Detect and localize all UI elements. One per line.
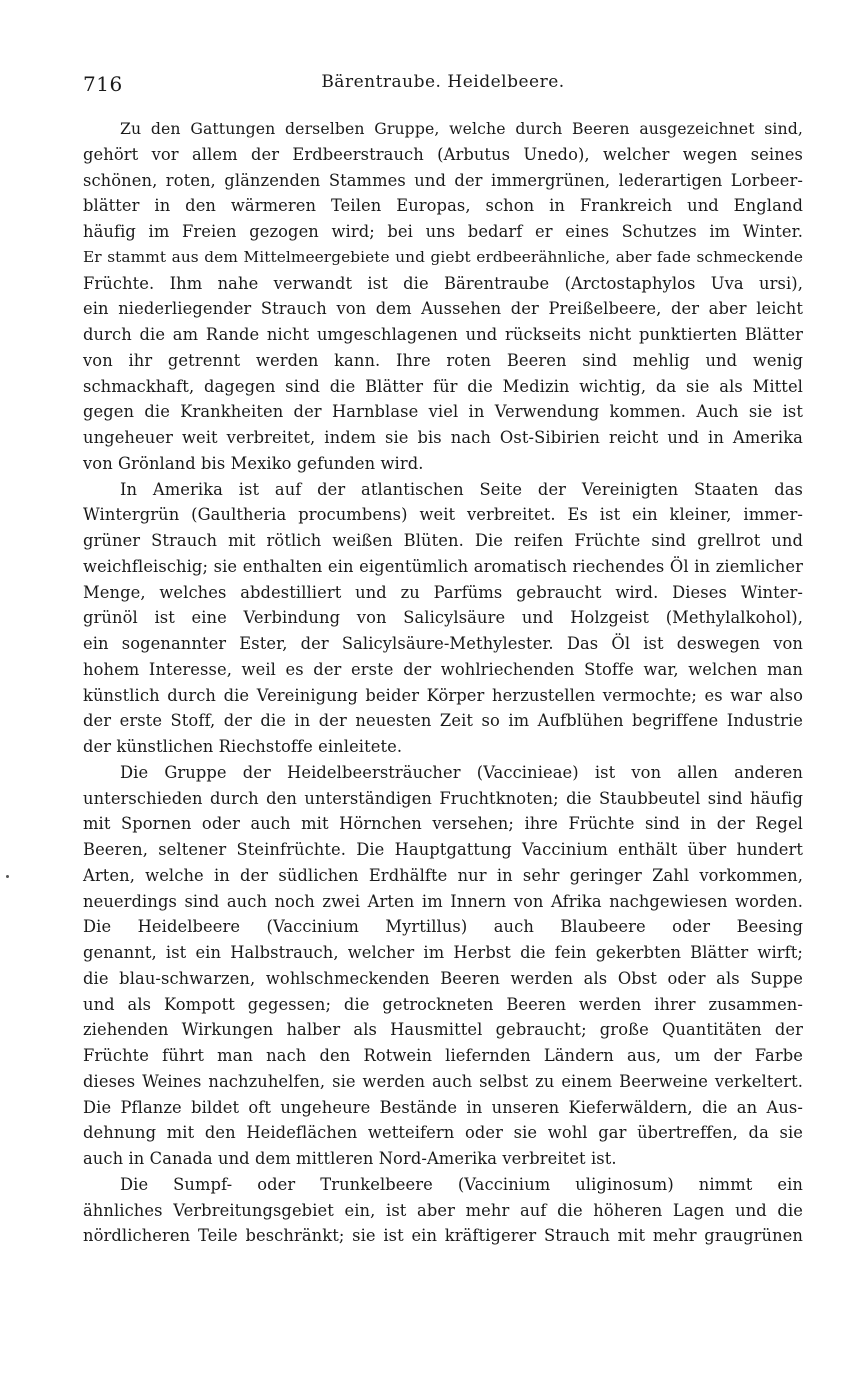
paragraph-heidelbeere — [83, 760, 803, 1172]
text-line: künstlich durch die Vereinigung beider Körper herzustellen vermochte; es war also — [83, 685, 803, 705]
text-line: ein sogenannter Ester, der Salicylsäure-Methylester. Das Öl ist deswegen von — [83, 634, 803, 653]
text-line: schönen, roten, glänzenden Stammes und der immergrünen, lederartigen Lorbeer- — [83, 170, 803, 190]
text-line: Die Sumpf- oder Trunkelbeere (Vaccinium uliginosum) nimmt ein — [120, 1174, 803, 1194]
text-line: dehnung mit den Heideflächen wetteifern oder sie wohl gar übertreffen, da sie — [83, 1123, 803, 1143]
text-line: Die Heidelbeere (Vaccinium Myrtillus) auch Blaubeere oder Beesing — [83, 917, 803, 937]
paragraph-wintergruen — [83, 477, 803, 760]
running-head: Bärentraube. Heidelbeere. — [321, 72, 565, 92]
text-line: ungeheuer weit verbreitet, indem sie bis nach Ost-Sibirien reicht und in Amerika — [83, 428, 803, 447]
text-line: auch in Canada und dem mittleren Nord-Amerika verbreitet ist. — [83, 1149, 617, 1168]
print-speck — [6, 875, 9, 878]
text-line: Er stammt aus dem Mittelmeergebiete und giebt erdbeerähnliche, aber fade schmeckende — [83, 247, 803, 266]
text-line: ein niederliegender Strauch von dem Aussehen der Preißelbeere, der aber leicht — [83, 299, 803, 319]
text-line: grünöl ist eine Verbindung von Salicylsäure und Holzgeist (Methylalkohol), — [83, 608, 803, 628]
text-line: blätter in den wärmeren Teilen Europas, schon in Frankreich und England — [83, 196, 803, 216]
text-line: weichfleischig; sie enthalten ein eigentümlich aromatisch riechendes Öl in ziemlicher — [83, 556, 803, 576]
paragraph-erdbeerstrauch — [83, 116, 803, 477]
text-line: unterschieden durch den unterständigen Fruchtknoten; die Staubbeutel sind häufig — [83, 788, 803, 808]
text-line: schmackhaft, dagegen sind die Blätter für die Medizin wichtig, da sie als Mittel — [83, 376, 803, 396]
page-number: 716 — [83, 72, 123, 96]
book-page — [83, 62, 803, 1249]
text-line: Die Pflanze bildet oft ungeheure Bestände in unseren Kieferwäldern, die an Aus- — [83, 1097, 803, 1117]
text-line: Wintergrün (Gaultheria procumbens) weit verbreitet. Es ist ein kleiner, immer- — [83, 505, 803, 525]
paragraph-trunkelbeere — [83, 1172, 803, 1249]
text-line: der erste Stoff, der die in der neuesten Zeit so im Aufblühen begriffene Industrie — [83, 711, 803, 731]
text-line: der künstlichen Riechstoffe einleitete. — [83, 737, 403, 756]
text-line: von ihr getrennt werden kann. Ihre roten Beeren sind mehlig und wenig — [83, 350, 803, 370]
body-text — [83, 116, 803, 1249]
text-line: Menge, welches abdestilliert und zu Parfüms gebraucht wird. Dieses Winter- — [83, 582, 803, 602]
text-line: Beeren, seltener Steinfrüchte. Die Hauptgattung Vaccinium enthält über hundert — [83, 840, 803, 859]
text-line: grüner Strauch mit rötlich weißen Blüten. Die reifen Früchte sind grellrot und — [83, 531, 803, 550]
page-header — [83, 62, 803, 102]
text-line: hohem Interesse, weil es der erste der wohlriechenden Stoffe war, welchen man — [83, 659, 803, 679]
text-line: Früchte führt man nach den Rotwein liefernden Ländern aus, um der Farbe — [83, 1046, 803, 1065]
text-line: Früchte. Ihm nahe verwandt ist die Bärentraube (Arctostaphylos Uva ursi), — [83, 273, 803, 293]
text-line: und als Kompott gegessen; die getrockneten Beeren werden ihrer zusammen- — [83, 994, 803, 1014]
text-line: dieses Weines nachzuhelfen, sie werden auch selbst zu einem Beerweine verkeltert. — [83, 1071, 803, 1091]
text-line: gegen die Krankheiten der Harnblase viel in Verwendung kommen. Auch sie ist — [83, 402, 803, 422]
text-line: Arten, welche in der südlichen Erdhälfte nur in sehr geringer Zahl vorkommen, — [83, 865, 803, 885]
text-line: gehört vor allem der Erdbeerstrauch (Arbutus Unedo), welcher wegen seines — [83, 144, 803, 164]
text-line: neuerdings sind auch noch zwei Arten im Innern von Afrika nachgewiesen worden. — [83, 891, 803, 911]
text-line: nördlicheren Teile beschränkt; sie ist ein kräftigerer Strauch mit mehr graugrünen — [83, 1226, 803, 1246]
text-line: In Amerika ist auf der atlantischen Seite der Vereinigten Staaten das — [120, 479, 803, 499]
text-line: Zu den Gattungen derselben Gruppe, welche durch Beeren ausgezeichnet sind, — [120, 119, 803, 138]
text-line: mit Spornen oder auch mit Hörnchen versehen; ihre Früchte sind in der Regel — [83, 814, 803, 834]
text-line: Die Gruppe der Heidelbeersträucher (Vaccinieae) ist von allen anderen — [120, 762, 803, 782]
text-line: ähnliches Verbreitungsgebiet ein, ist aber mehr auf die höheren Lagen und die — [83, 1200, 803, 1220]
text-line: durch die am Rande nicht umgeschlagenen und rückseits nicht punktierten Blätter — [83, 325, 803, 344]
text-line: die blau-schwarzen, wohlschmeckenden Beeren werden als Obst oder als Suppe — [83, 968, 803, 988]
text-line: ziehenden Wirkungen halber als Hausmittel gebraucht; große Quantitäten der — [83, 1020, 803, 1040]
text-line: von Grönland bis Mexiko gefunden wird. — [83, 453, 424, 473]
text-line: häufig im Freien gezogen wird; bei uns bedarf er eines Schutzes im Winter. — [83, 222, 803, 241]
text-line: genannt, ist ein Halbstrauch, welcher im Herbst die fein gekerbten Blätter wirft; — [83, 943, 803, 962]
